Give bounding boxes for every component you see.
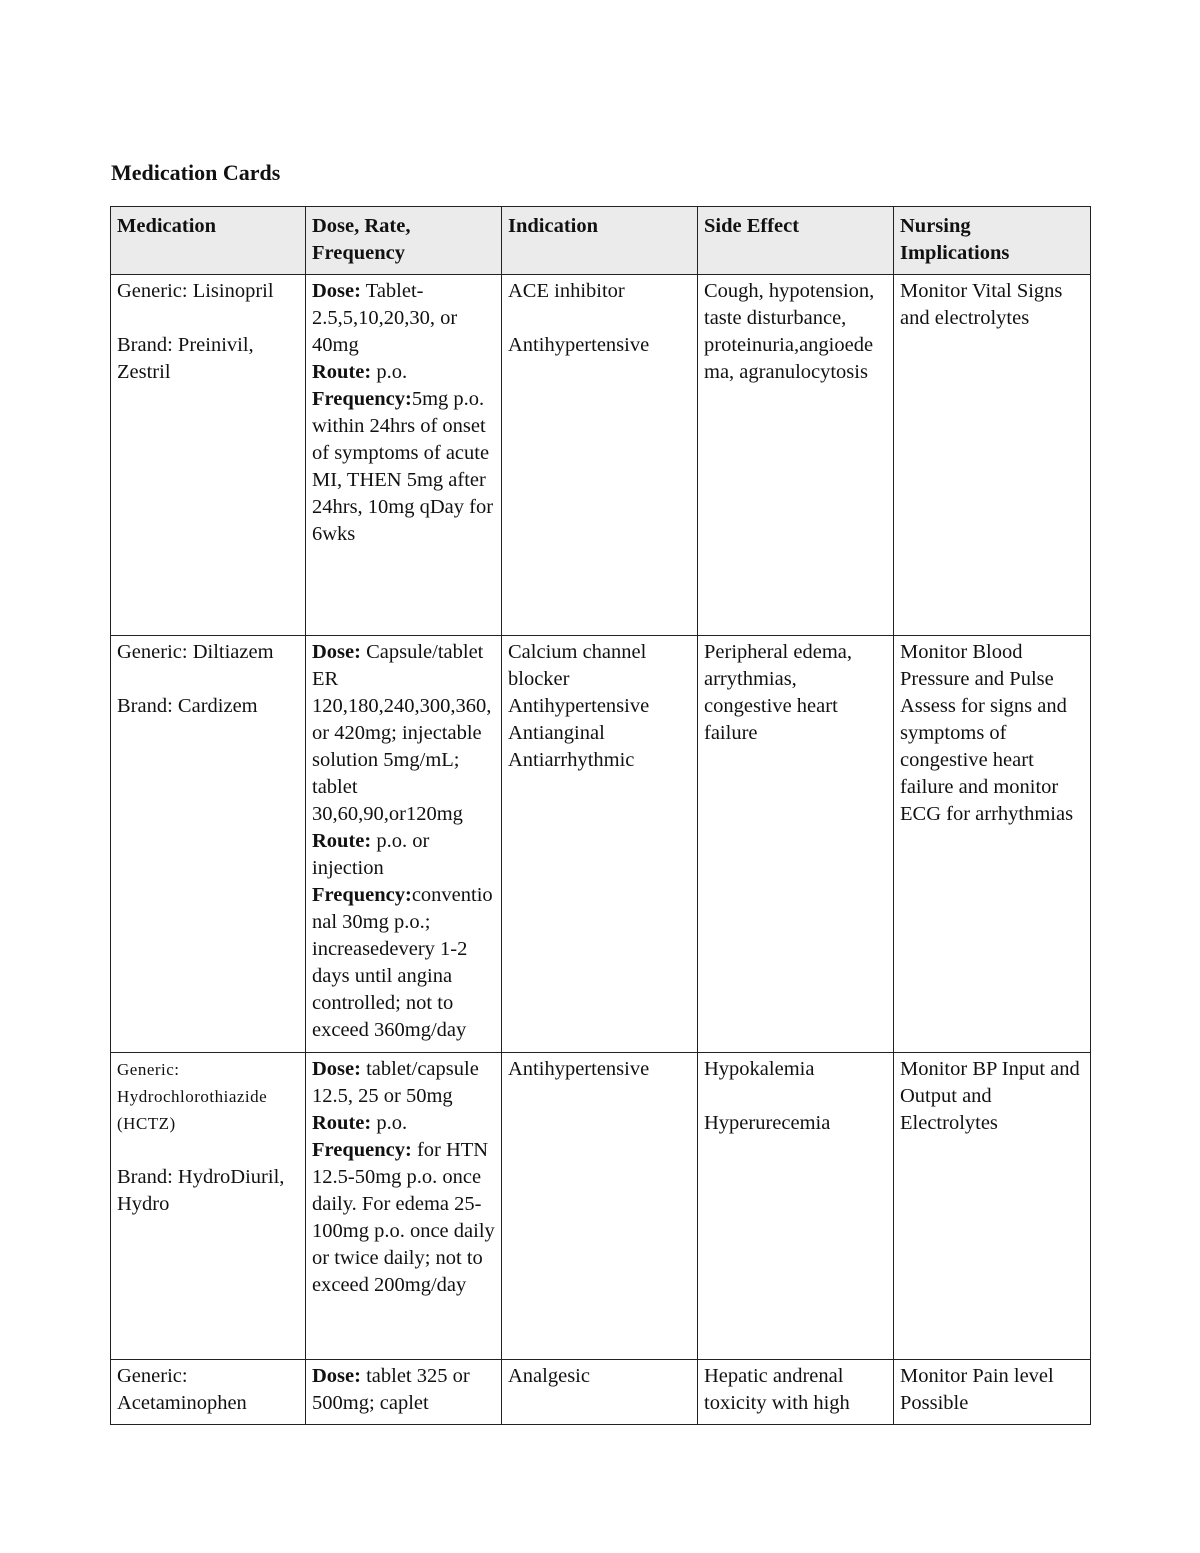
- indication-cell: Antihypertensive: [502, 1053, 698, 1360]
- generic-name: Generic: Diltiazem: [117, 641, 274, 663]
- header-side-effect: Side Effect: [698, 207, 894, 275]
- side-effect-text: Hypokalemia: [704, 1058, 815, 1080]
- dose-value: Capsule/tablet ER 120,180,240,300,360, or 420mg; injectable solution 5mg/mL; tablet 30,60,90,or120mg: [312, 641, 492, 825]
- indication-cell: Calcium channel blocker Antihypertensive Antianginal Antiarrhythmic: [502, 636, 698, 1053]
- brand-name: Brand: Cardizem: [117, 695, 258, 717]
- indication-cell: Analgesic: [502, 1360, 698, 1425]
- side-effect-cell: Cough, hypotension, taste disturbance, proteinuria,angioedema, agranulocytosis: [698, 275, 894, 636]
- dose-label: Dose:: [312, 1058, 361, 1080]
- side-effect-cell: Hepatic andrenal toxicity with high: [698, 1360, 894, 1425]
- frequency-label: Frequency:: [312, 1139, 412, 1161]
- side-effect-text: Hyperurecemia: [704, 1112, 831, 1134]
- dose-cell: [306, 636, 502, 1053]
- frequency-value: 5mg p.o. within 24hrs of onset of symptoms of acute MI, THEN 5mg after 24hrs, 10mg qDay for 6wks: [312, 388, 494, 545]
- generic-name: Generic: Hydrochlorothiazide (HCTZ): [117, 1060, 268, 1133]
- nursing-cell: Monitor BP Input and Output and Electrolytes: [894, 1053, 1091, 1360]
- header-indication: Indication: [502, 207, 698, 275]
- side-effect-cell: [698, 1053, 894, 1360]
- brand-name: Brand: Preinivil, Zestril: [117, 334, 254, 383]
- page-title: Medication Cards: [111, 160, 281, 185]
- frequency-label: Frequency:: [312, 884, 412, 906]
- indication-text: Antihypertensive: [508, 334, 650, 356]
- route-value: p.o.: [371, 361, 408, 383]
- route-value: p.o.: [371, 1112, 408, 1134]
- table-row: [111, 1053, 1091, 1360]
- header-medication: Medication: [111, 207, 306, 275]
- dose-cell: [306, 1360, 502, 1425]
- medication-cell: [111, 1053, 306, 1360]
- indication-cell: [502, 275, 698, 636]
- generic-name: Generic: Lisinopril: [117, 280, 274, 302]
- dose-label: Dose:: [312, 641, 361, 663]
- dose-value: tablet 325 or 500mg; caplet: [312, 1365, 470, 1414]
- dose-value: tablet/capsule 12.5, 25 or 50mg: [312, 1058, 479, 1107]
- frequency-label: Frequency:: [312, 388, 412, 410]
- dose-label: Dose:: [312, 280, 361, 302]
- route-label: Route:: [312, 1112, 372, 1134]
- medication-cell: Generic: Acetaminophen: [111, 1360, 306, 1425]
- medication-cell: [111, 636, 306, 1053]
- header-dose: Dose, Rate, Frequency: [306, 207, 502, 275]
- dose-cell: [306, 275, 502, 636]
- route-label: Route:: [312, 361, 372, 383]
- nursing-cell: Monitor Blood Pressure and Pulse Assess for signs and symptoms of congestive heart failure and monitor ECG for arrhythmias: [894, 636, 1091, 1053]
- dose-cell: [306, 1053, 502, 1360]
- header-nursing: Nursing Implications: [894, 207, 1091, 275]
- table-row: [111, 1360, 1091, 1425]
- header-row: [111, 207, 1091, 275]
- medication-cell: [111, 275, 306, 636]
- indication-text: ACE inhibitor: [508, 280, 625, 302]
- nursing-cell: Monitor Vital Signs and electrolytes: [894, 275, 1091, 636]
- table-row: [111, 275, 1091, 636]
- route-label: Route:: [312, 830, 372, 852]
- brand-name: Brand: HydroDiuril, Hydro: [117, 1166, 285, 1215]
- frequency-value: for HTN 12.5-50mg p.o. once daily. For edema 25-100mg p.o. once daily or twice daily; not to exceed 200mg/day: [312, 1139, 495, 1296]
- side-effect-cell: Peripheral edema, arrythmias, congestive heart failure: [698, 636, 894, 1053]
- nursing-cell: Monitor Pain level Possible: [894, 1360, 1091, 1425]
- route-value: p.o. or injection: [312, 830, 430, 879]
- frequency-value: conventional 30mg p.o.; increasedevery 1-2 days until angina controlled; not to exceed 360mg/day: [312, 884, 493, 1041]
- table-row: [111, 636, 1091, 1053]
- medication-table: [110, 206, 1091, 1425]
- dose-value: Tablet- 2.5,5,10,20,30, or 40mg: [312, 280, 458, 356]
- dose-label: Dose:: [312, 1365, 361, 1387]
